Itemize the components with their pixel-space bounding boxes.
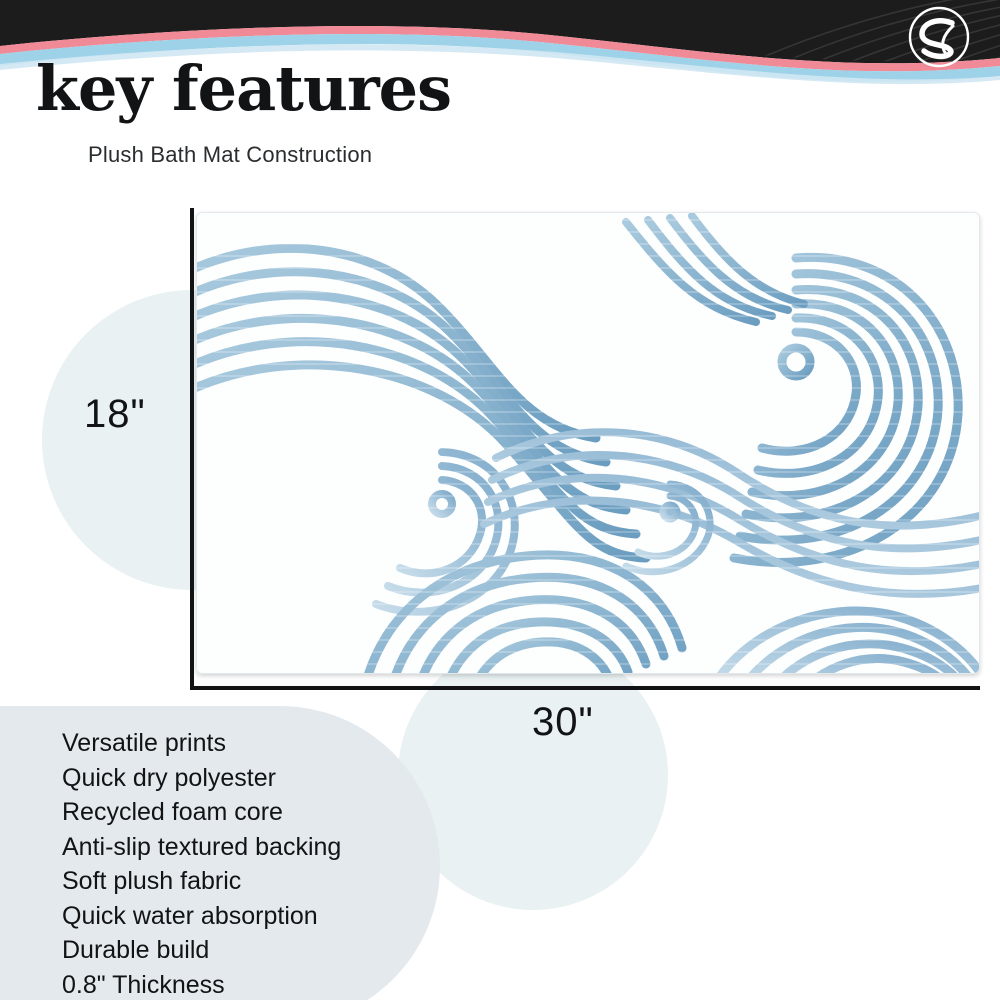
list-item: 0.8" Thickness <box>62 970 225 999</box>
features-list <box>62 726 341 1000</box>
width-dimension-rule <box>190 686 980 690</box>
list-item: Versatile prints <box>62 729 226 757</box>
page-title: key features <box>36 52 452 125</box>
list-item: Quick dry polyester <box>62 763 276 792</box>
height-dimension-label: 18" <box>84 392 146 436</box>
list-item: Recycled foam core <box>62 798 283 826</box>
list-item: Durable build <box>62 936 210 964</box>
page-subtitle: Plush Bath Mat Construction <box>88 142 373 167</box>
width-dimension-label: 30" <box>532 700 594 744</box>
list-item: Anti-slip textured backing <box>62 832 342 861</box>
brand-swirl-logo-icon <box>896 6 982 68</box>
product-image <box>196 212 980 674</box>
list-item: Soft plush fabric <box>62 867 242 895</box>
height-dimension-rule <box>190 208 194 690</box>
list-item: Quick water absorption <box>62 901 318 930</box>
